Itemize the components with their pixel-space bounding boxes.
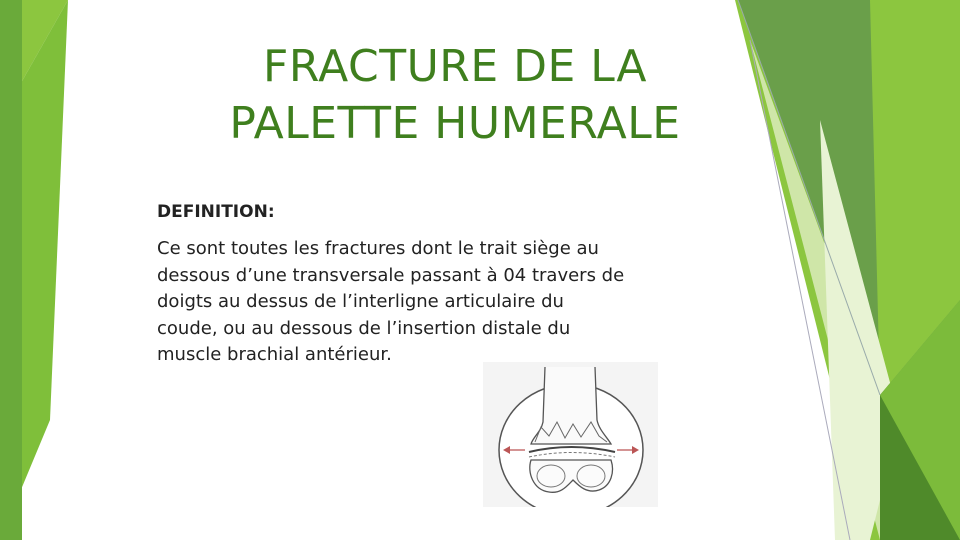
- definition-line-4: coude, ou au dessous de l’insertion distale du: [157, 317, 571, 339]
- title-line-2: PALETTE HUMERALE: [229, 98, 681, 149]
- definition-line-5: muscle brachial antérieur.: [157, 344, 392, 365]
- definition-line-1: Ce sont toutes les fractures dont le trait siège au: [157, 238, 599, 259]
- definition-line-2: dessous d’une transversale passant à 04 travers de: [157, 264, 625, 286]
- definition-line-3: doigts au dessus de l’interligne articulaire du: [157, 291, 564, 312]
- definition-text: [157, 236, 747, 369]
- title-line-1: FRACTURE DE LA: [263, 41, 647, 92]
- elbow-fracture-illustration: [483, 362, 658, 507]
- slide-title: [150, 38, 760, 152]
- definition-heading: DEFINITION:: [157, 202, 275, 222]
